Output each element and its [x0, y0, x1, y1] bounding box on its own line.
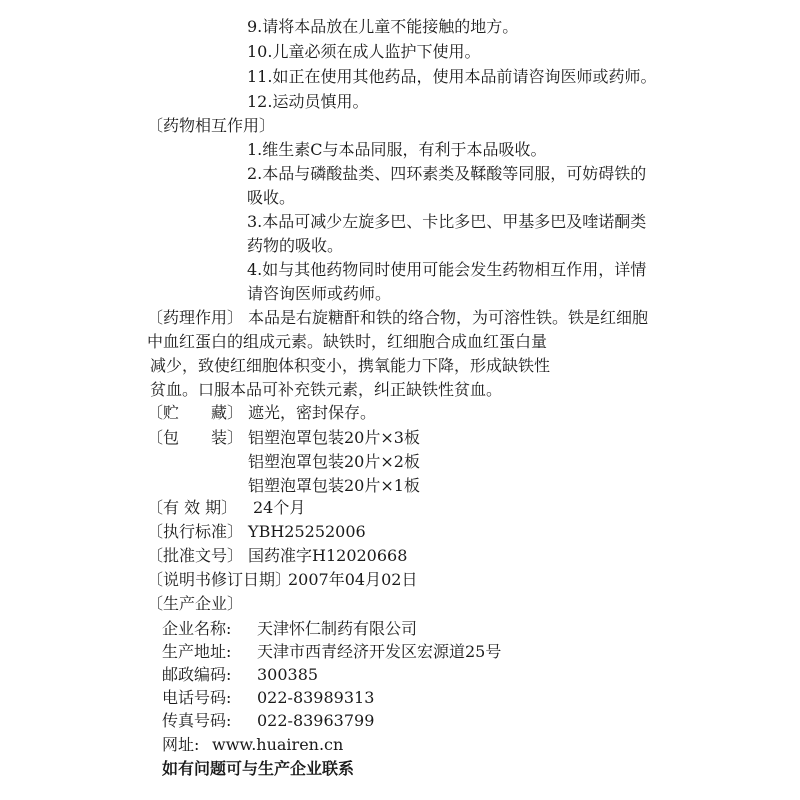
standard-heading: 〔执行标准〕 [147, 522, 244, 541]
approval-value: 国药准字H12020668 [248, 546, 408, 565]
phone-value: 022-83989313 [257, 688, 375, 707]
phone-label: 电话号码: [162, 688, 232, 707]
packaging-line: 铝塑泡罩包装20片×3板 [248, 428, 420, 447]
company-name-label: 企业名称: [162, 619, 232, 638]
address-value: 天津市西青经济开发区宏源道25号 [257, 642, 502, 661]
interactions-line: 3.本品可减少左旋多巴、卡比多巴、甲基多巴及喹诺酮类 [247, 212, 647, 231]
fax-value: 022-83963799 [257, 711, 375, 730]
precaution-item-12: 12.运动员慎用。 [247, 92, 369, 111]
precaution-item-11: 11.如正在使用其他药品，使用本品前请咨询医师或药师。 [247, 67, 657, 86]
packaging-line: 铝塑泡罩包装20片×1板 [248, 476, 420, 495]
pharmacology-heading: 〔药理作用〕 [147, 308, 244, 327]
address-label: 生产地址: [162, 642, 232, 661]
pharmacology-line: 贫血。口服本品可补充铁元素，纠正缺铁性贫血。 [150, 380, 503, 399]
packaging-line: 铝塑泡罩包装20片×2板 [248, 452, 420, 471]
company-name-value: 天津怀仁制药有限公司 [257, 619, 418, 638]
postcode-value: 300385 [257, 665, 319, 684]
approval-heading: 〔批准文号〕 [147, 546, 244, 565]
fax-label: 传真号码: [162, 711, 232, 730]
interactions-line: 4.如与其他药物同时使用可能会发生药物相互作用，详情 [247, 260, 647, 279]
contact-note: 如有问题可与生产企业联系 [162, 759, 355, 778]
interactions-line: 1.维生素C与本品同服，有利于本品吸收。 [247, 140, 547, 159]
precaution-item-10: 10.儿童必须在成人监护下使用。 [247, 42, 481, 61]
interactions-line: 吸收。 [247, 188, 296, 207]
website-label: 网址: [162, 735, 200, 754]
validity-heading: 〔有 效 期〕 [147, 498, 238, 517]
pharmacology-line: 中血红蛋白的组成元素。缺铁时，红细胞合成血红蛋白量 [147, 332, 548, 351]
pharmacology-line: 本品是右旋糖酐和铁的络合物，为可溶性铁。铁是红细胞 [248, 308, 649, 327]
postcode-label: 邮政编码: [162, 665, 232, 684]
interactions-heading: 〔药物相互作用〕 [147, 116, 276, 135]
validity-value: 24个月 [253, 498, 306, 517]
revision-value: 2007年04月02日 [288, 570, 418, 589]
precaution-item-9: 9.请将本品放在儿童不能接触的地方。 [247, 17, 519, 36]
manufacturer-heading: 〔生产企业〕 [147, 594, 244, 613]
revision-heading: 〔说明书修订日期〕 [147, 570, 292, 589]
interactions-line: 药物的吸收。 [247, 236, 344, 255]
interactions-line: 2.本品与磷酸盐类、四环素类及鞣酸等同服，可妨碍铁的 [247, 164, 647, 183]
pharmacology-line: 减少，致使红细胞体积变小，携氧能力下降，形成缺铁性 [150, 356, 551, 375]
packaging-heading: 〔包 装〕 [147, 428, 244, 447]
interactions-line: 请咨询医师或药师。 [247, 284, 392, 303]
website-value: www.huairen.cn [212, 735, 344, 754]
storage-value: 遮光，密封保存。 [248, 403, 377, 422]
standard-value: YBH25252006 [248, 522, 366, 541]
storage-heading: 〔贮 藏〕 [147, 403, 244, 422]
